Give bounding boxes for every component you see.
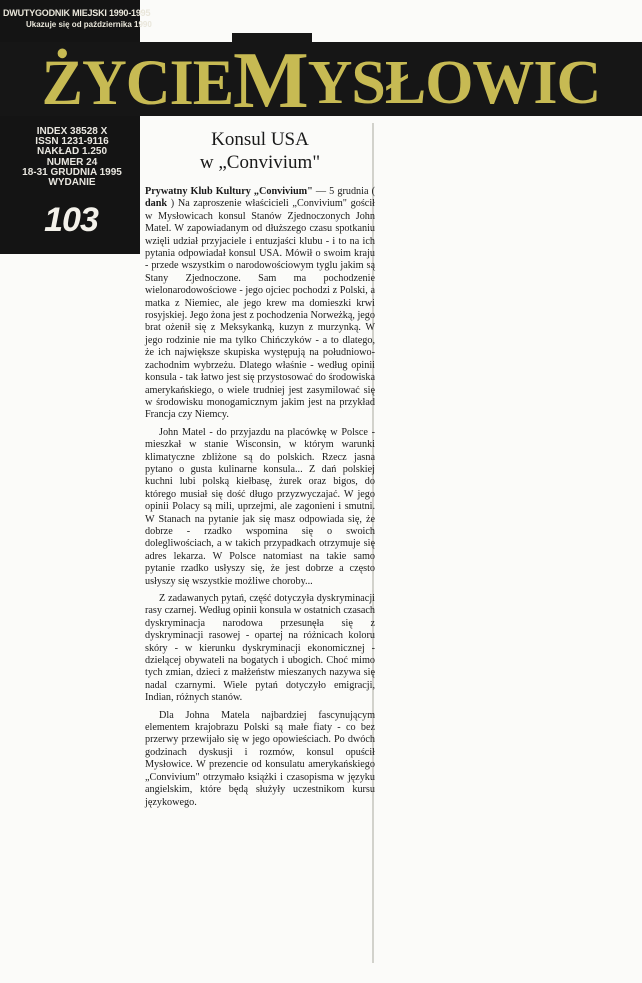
paragraph-1: [145, 186, 375, 422]
dateline-end: ): [167, 198, 178, 210]
edition-label: WYDANIE: [48, 177, 96, 189]
title-part-3: YSŁOWIC: [307, 49, 601, 117]
author-initials: dank: [145, 198, 168, 210]
index-number: INDEX 38528 X: [36, 126, 108, 137]
article: [145, 128, 375, 814]
circulation: NAKŁAD 1.250: [36, 146, 108, 158]
headline-line-2: w „Convivium": [199, 152, 321, 173]
dateline: — 5 grudnia (: [312, 186, 375, 197]
article-body: [145, 186, 375, 809]
lead-club-name: Prywatny Klub Kultury „Convivium": [145, 186, 313, 197]
paragraph-3: Z zadawanych pytań, część dotyczyła dyskryminacji rasy czarnej. Według opinii konsula w ostatnich czasach dyskryminacja narodowa przesunęła się z dyskryminacji rasowej - opartej na różnicach koloru skóry - w kierunku dyskryminacji ekonomicznej - dzielącej obywateli na bogatych i ubogich. Choć mimo tych zmian, dzieci z małżeństw mieszanych nazywa się nadal czarnymi. Wiele pytań dotyczyło emigracji, Indian, różnych stanów.: [145, 593, 375, 704]
newspaper-title: [0, 37, 642, 125]
article-headline: [145, 128, 375, 174]
issue-date: 18-31 GRUDNIA 1995: [22, 166, 122, 178]
headline-line-1: Konsul USA: [211, 129, 309, 150]
title-part-2: M: [233, 37, 308, 125]
paragraph-1-text: Na zaproszenie właścicieli „Convivium" gościł w Mysłowicach konsul Stanów Zjednoczonych John Matel. W zapowiadanym od dłuższego czasu spotkaniu wzięli udział przyjaciele i entuzjaści klubu - i to na ich pytania odpowiadał konsul USA. Mówił o swoim kraju - przede wszystkim o narodowościowym tyglu jakim są Stany Zjednoczone. Sam ma pochodzenie wielonarodowościowe - jego ojciec pochodzi z Polski, a matka z Niemiec, ale jego krew ma domieszki krwi rosyjskiej. Jego żona jest z pochodzenia Norweżką, jego brat ożenił się z Meksykanką, kuzyn z murzynką. W jego rodzinie nie ma tylko Chińczyków - a to dlatego, że ich największe skupiska występują na południowo-zachodnim wybrzeżu. Dlatego właśnie - według opinii konsula - tak łatwo jest się przystosować do środowiska amerykańskiego, o wiele trudniej jest zasymilować się w środowisku monogamicznym jakim jest na przykład Francja czy Niemcy.: [145, 198, 375, 421]
issn-number: ISSN 1231-9116: [35, 136, 109, 148]
paragraph-4: Dla Johna Matela najbardziej fascynującym elementem krajobrazu Polski są małe fiaty - co bez przerwy przewijało się w jego opowieściach. Po dwóch godzinach dyskusji i rozmów, konsul opuścił Mysłowice. W prezencie od konsulatu amerykańskiego „Convivium" otrzymało książki i czasopisma w języku angielskim, które będą służyły uczestnikom kursu językowego.: [145, 709, 375, 808]
issue-number: NUMER 24: [46, 156, 98, 168]
edition-number: 103: [44, 201, 98, 239]
paragraph-2: John Matel - do przyjazdu na placówkę w Polsce - mieszkał w stanie Wisconsin, w którym warunki klimatyczne zbliżone są do polskich. Rzecz jasna pytano o gusta kulinarne konsula... Z dań polskiej kuchni lubi polską kiełbasę, żurek oraz bigos, do którego musiał się dość długo przyzwyczajać. W jego opinii Polacy są mili, uprzejmi, ale zagonieni i smutni. W Stanach na pytanie jak się masz odpowiada się, że dobrze - rzadko wspomina się o swoich dolegliwościach, a w takich przypadkach otrzymuje się adres lekarza. W Polsce natomiast na takie samo pytanie rzadko usłyszy się, że jest dobrze a często usłyszy się wszystkie możliwe choroby...: [145, 426, 375, 587]
issue-info: [12, 127, 132, 188]
title-part-1: ŻYCIE: [41, 47, 234, 119]
masthead-since: Ukazuje się od października 1990: [26, 20, 152, 29]
masthead-tagline: DWUTYGODNIK MIEJSKI 1990-1995: [3, 8, 151, 18]
